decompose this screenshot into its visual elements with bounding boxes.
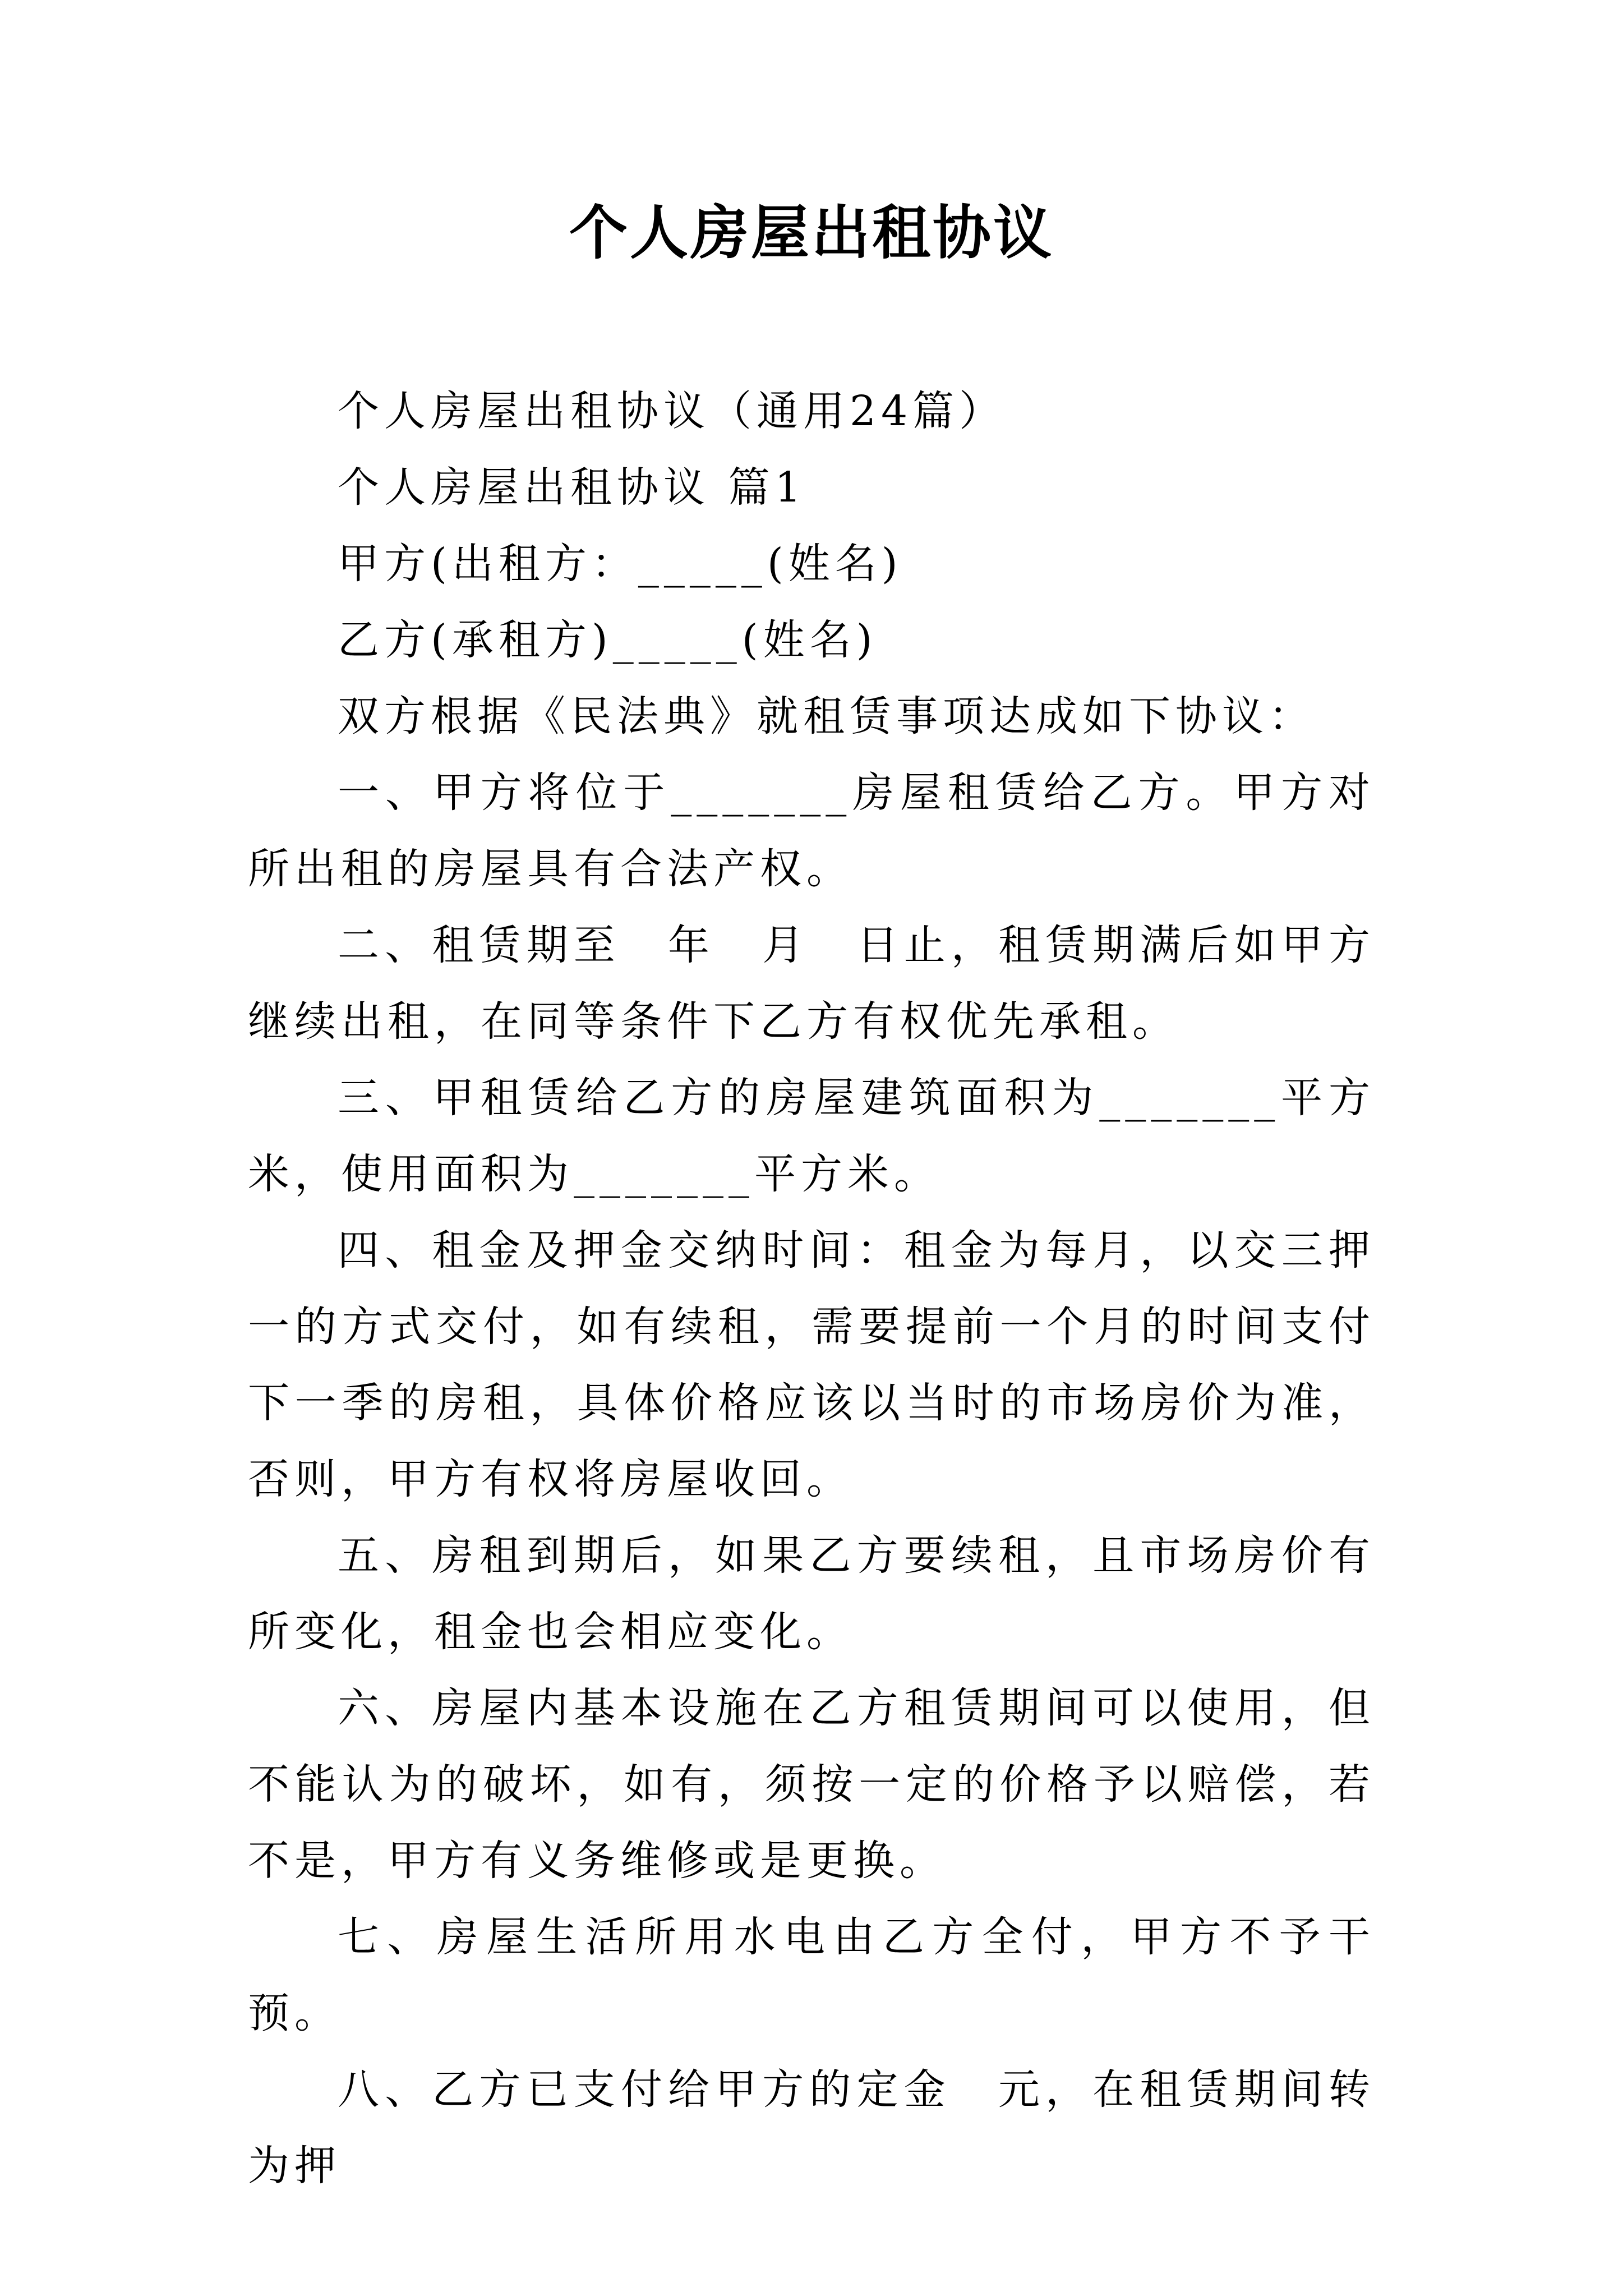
paragraph-clause-2: 二、租赁期至 年 月 日止，租赁期满后如甲方继续出租，在同等条件下乙方有权优先承租。 [248, 921, 1375, 1046]
paragraph-clause-8: 八、乙方已支付给甲方的定金 元，在租赁期间转为押 [248, 2065, 1375, 2190]
paragraph-clause-6: 六、房屋内基本设施在乙方租赁期间可以使用，但不能认为的破坏，如有，须按一定的价格予以赔偿，若不是，甲方有义务维修或是更换。 [248, 1684, 1375, 1885]
paragraph-preamble: 双方根据《民法典》就租赁事项达成如下协议： [338, 692, 1315, 740]
paragraph-party-a: 甲方(出租方：_____(姓名) [338, 540, 903, 588]
paragraph-section-heading: 个人房屋出租协议 篇1 [338, 463, 806, 512]
paragraph-clause-7: 七、房屋生活所用水电由乙方全付，甲方不予干预。 [248, 1913, 1375, 2037]
paragraph-subtitle: 个人房屋出租协议（通用24篇） [338, 387, 1006, 435]
paragraph-clause-3: 三、甲租赁给乙方的房屋建筑面积为_______平方米，使用面积为_______平方米。 [248, 1074, 1375, 1198]
paragraph-clause-1: 一、甲方将位于_______房屋租赁给乙方。甲方对所出租的房屋具有合法产权。 [248, 769, 1375, 893]
paragraph-party-b: 乙方(承租方)_____(姓名) [338, 616, 878, 664]
document-title: 个人房屋出租协议 [569, 198, 1054, 267]
paragraph-clause-5: 五、房租到期后，如果乙方要续租，且市场房价有所变化，租金也会相应变化。 [248, 1531, 1375, 1656]
paragraph-clause-4: 四、租金及押金交纳时间：租金为每月，以交三押一的方式交付，如有续租，需要提前一个月的时间支付下一季的房租，具体价格应该以当时的市场房价为准，否则，甲方有权将房屋收回。 [248, 1226, 1375, 1503]
document-body [248, 373, 1375, 2204]
